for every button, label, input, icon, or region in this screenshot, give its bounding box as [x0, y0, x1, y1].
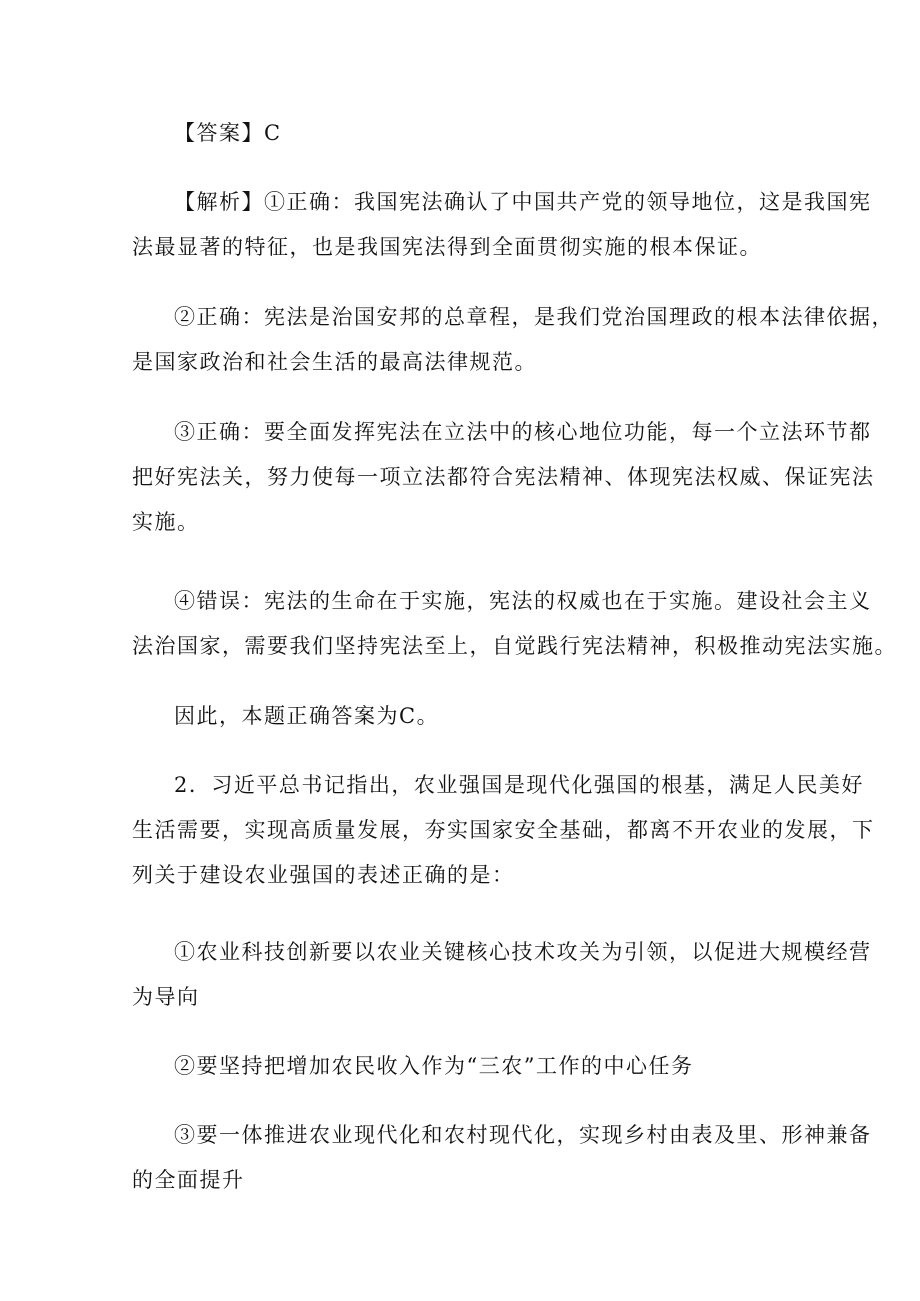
- option-3-line-1: ③要一体推进农业现代化和农村现代化，实现乡村由表及里、形神兼备: [174, 1123, 872, 1147]
- conclusion-text: 因此，本题正确答案为C。: [174, 704, 440, 728]
- answer-text: 【答案】C: [174, 121, 282, 145]
- point-2-line-1: ②正确：宪法是治国安邦的总章程，是我们党治国理政的根本法律依据，: [174, 305, 894, 329]
- question-2-line-1: 2．习近平总书记指出，农业强国是现代化强国的根基，满足人民美好: [174, 773, 864, 797]
- point-4-line-1: ④错误：宪法的生命在于实施，宪法的权威也在于实施。建设社会主义: [174, 589, 872, 613]
- point-3-paragraph: [132, 410, 875, 545]
- analysis-line-1: 【解析】①正确：我国宪法确认了中国共产党的领导地位，这是我国宪: [174, 190, 872, 214]
- option-1-line-2: 为导向: [132, 985, 200, 1009]
- point-4-paragraph: [132, 579, 897, 669]
- point-2-line-2: 是国家政治和社会生活的最高法律规范。: [132, 350, 537, 374]
- option-2-paragraph: [132, 1044, 874, 1089]
- analysis-line-2: 法最显著的特征，也是我国宪法得到全面贯彻实施的根本保证。: [132, 235, 762, 259]
- option-1-paragraph: [132, 930, 872, 1020]
- point-3-line-3: 实施。: [132, 510, 200, 534]
- conclusion-paragraph: [132, 694, 874, 739]
- option-2-text: ②要坚持把增加农民收入作为“三农”工作的中心任务: [174, 1054, 694, 1078]
- analysis-paragraph: [132, 180, 872, 270]
- question-2-line-3: 列关于建设农业强国的表述正确的是：: [132, 863, 515, 887]
- option-3-paragraph: [132, 1113, 872, 1203]
- option-3-line-2: 的全面提升: [132, 1168, 245, 1192]
- question-2-paragraph: [132, 763, 875, 898]
- point-2-paragraph: [132, 295, 894, 385]
- point-3-line-1: ③正确：要全面发挥宪法在立法中的核心地位功能，每一个立法环节都: [174, 420, 872, 444]
- point-3-line-2: 把好宪法关，努力使每一项立法都符合宪法精神、体现宪法权威、保证宪法: [132, 465, 875, 489]
- answer-line: [132, 111, 874, 156]
- point-4-line-2: 法治国家，需要我们坚持宪法至上，自觉践行宪法精神，积极推动宪法实施。: [132, 634, 897, 658]
- option-1-line-1: ①农业科技创新要以农业关键核心技术攻关为引领，以促进大规模经营: [174, 940, 872, 964]
- question-2-line-2: 生活需要，实现高质量发展，夯实国家安全基础，都离不开农业的发展，下: [132, 818, 875, 842]
